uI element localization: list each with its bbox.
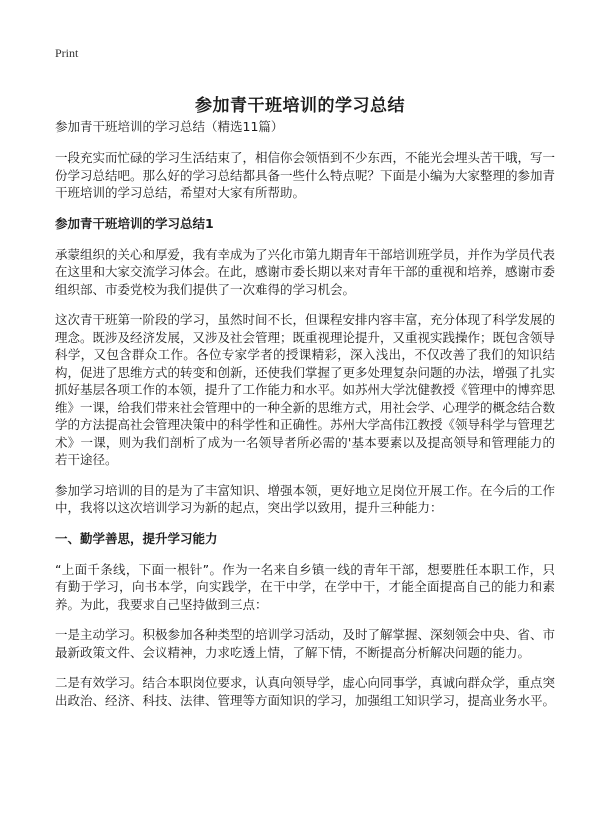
- article-body: [55, 118, 555, 722]
- section-paragraph: 二是有效学习。结合本职岗位要求，认真向领导学，虚心向同事学，真诚向群众学，重点突出政治、经济、科技、法律、管理等方面知识的学习，加强组工知识学习，提高业务水平。: [55, 675, 556, 708]
- print-link[interactable]: Print: [55, 46, 79, 60]
- section-heading: 一、勤学善思，提升学习能力: [55, 530, 218, 546]
- body-paragraph: 这次青干班第一阶段的学习，虽然时间不长，但课程安排内容丰富，充分体现了科学发展的理念。既涉及经济发展，又涉及社会管理；既重视理论提升，又重视实践操作；既包含领导科学，又包含群众工作。各位专家学者的授课精彩，深入浅出，不仅改善了我们的知识结构，促进了思维方式的转变和创新，还使我们掌握了更多处理复杂问题的办法，增强了扎实抓好基层各项工作的本领，提升了工作能力和水平。如苏州大学沈健教授《管理中的博弈思维》一课，给我们带来社会管理中的一种全新的思维方式，用社会学、心理学的概念结合数学的方法提高社会管理决策中的科学性和正确性。苏州大学高伟江教授《领导科学与管理艺术》一课，则为我们剖析了成为一名领导者所必需的'基本要素以及提高领导和管理能力的若干途径。: [55, 312, 556, 467]
- page-title: 参加青干班培训的学习总结: [195, 96, 405, 117]
- article-heading: 参加青干班培训的学习总结1: [55, 215, 214, 231]
- section-paragraph: “上面千条线，下面一根针”。作为一名来自乡镇一线的青年干部，想要胜任本职工作，只有勤于学习，向书本学，向实践学，在干中学，在学中干，才能全面提高自己的能力和素养。为此，我要求自己坚持做到三点：: [55, 561, 555, 612]
- body-paragraph: 参加学习培训的目的是为了丰富知识、增强本领，更好地立足岗位开展工作。在今后的工作中，我将以这次培训学习为新的起点，突出学以致用，提升三种能力：: [55, 482, 556, 515]
- intro-paragraph: 一段充实而忙碌的学习生活结束了，相信你会领悟到不少东西，不能光会埋头苦干哦，写一份学习总结吧。那么好的学习总结都具备一些什么特点呢？下面是小编为大家整理的参加青干班培训的学习总结，希望对大家有所帮助。: [55, 150, 556, 200]
- article-subtitle: 参加青干班培训的学习总结（精选11篇）: [55, 119, 284, 134]
- body-paragraph: 承蒙组织的关心和厚爱，我有幸成为了兴化市第九期青年干部培训班学员，并作为学员代表在这里和大家交流学习体会。在此，感谢市委长期以来对青年干部的重视和培养，感谢市委组织部、市委党校为我们提供了一次难得的学习机会。: [55, 246, 556, 297]
- section-paragraph: 一是主动学习。积极参加各种类型的培训学习活动，及时了解掌握、深刻领会中央、省、市最新政策文件、会议精神，力求吃透上情，了解下情，不断提高分析解决问题的能力。: [55, 627, 556, 660]
